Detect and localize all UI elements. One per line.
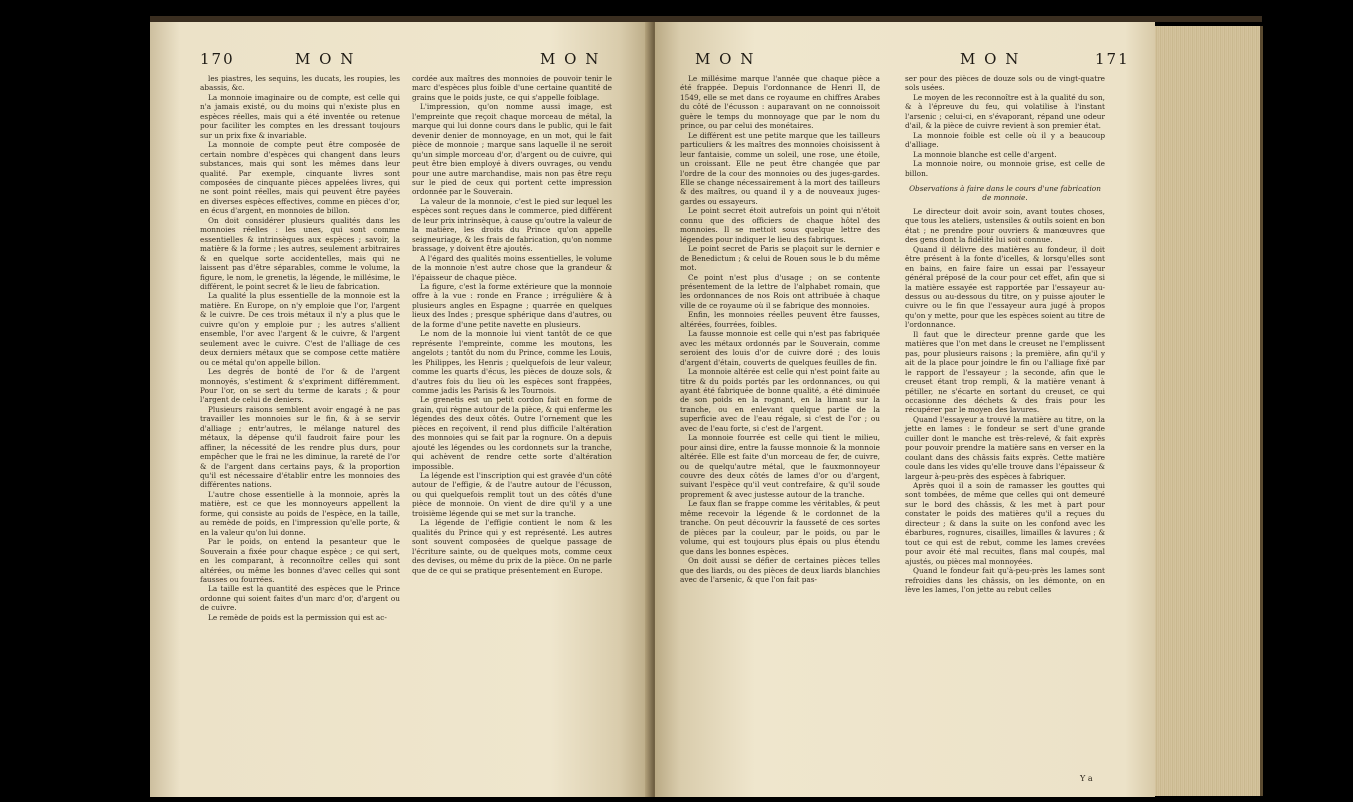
paragraph: Plusieurs raisons semblent avoir engagé à ne pas travailler les monnoies sur le fin, & à se servir d'alliage ; entr'autres, le mélange naturel des métaux, la dépense qu'il faudroit faire pour les affiner, la nécessité de les rendre plus durs, pour empêcher que le frai ne les diminue, la rareté de l'or & de l'argent dans certains pays, & la proportion qu'il est nécessaire d'établir entre les monnoies des différentes nations. xyxy=(200,404,400,490)
paragraph: La monnoie fourrée est celle qui tient le milieu, pour ainsi dire, entre la fausse monnoie & la monnoie altérée. Elle est faite d'un morceau de fer, de cuivre, ou de quelqu'autre métal, que le fauxmonnoyeur couvre des deux côtés de lames d'or ou d'argent, suivant l'espèce qu'il veut contrefaire, & qu'il soude proprement & avec justesse autour de la tranche. xyxy=(680,433,880,499)
paragraph: ser pour des pièces de douze sols ou de vingt-quatre sols usées. xyxy=(905,74,1105,93)
paragraph: Les degrés de bonté de l'or & de l'argent monnoyés, s'estiment & s'expriment différemment. Pour l'or, on se sert du terme de karats ; & pour l'argent de celui de deniers. xyxy=(200,367,400,405)
paragraph: La monnoie altérée est celle qui n'est point faite au titre & du poids portés par les ordonnances, ou qui ayant été fabriquée de bonne qualité, a été diminuée de son poids en la rognant, en la limant sur la tranche, ou en enlevant quelque partie de la superficie avec de l'eau régale, si c'est de l'or ; ou avec de l'eau forte, si c'est de l'argent. xyxy=(680,367,880,433)
paragraph: Le faux flan se frappe comme les véritables, & peut même recevoir la légende & le cordonnet de la tranche. On peut découvrir la fausseté de ces sortes de pièces par la couleur, par le poids, ou par le volume, qui est toujours plus épais ou plus étendu que dans les bonnes espèces. xyxy=(680,499,880,556)
running-head-left-a: M O N xyxy=(295,50,356,68)
paragraph: Il faut que le directeur prenne garde que les matières que l'on met dans le creuset ne l'emplissent pas, pour plusieurs raisons ; la première, afin qu'il y ait de la place pour joindre le fin ou l'alliage fixé par le rapport de l'essayeur ; la seconde, afin que le creuset étant trop rempli, & la matière venant à pétiller, ne s'écarte en sortant du creuset, ce qui occasionne des déchets & des frais pour les récupérer par le moyen des lavures. xyxy=(905,329,1105,415)
left-column-2 xyxy=(412,74,612,575)
right-page xyxy=(655,22,1155,797)
paragraph: La qualité la plus essentielle de la monnoie est la matière. En Europe, on n'y emploie que l'or, l'argent & le cuivre. De ces trois métaux il n'y a plus que le cuivre qu'on y emploie pur ; les autres s'allient ensemble, l'or avec l'argent & le cuivre, & l'argent seulement avec le cuivre. C'est de l'alliage de ces deux derniers métaux que se compose cette matière ou ce métal qu'on appelle billon. xyxy=(200,291,400,367)
paragraph: cordée aux maîtres des monnoies de pouvoir tenir le marc d'espèces plus foible d'une certaine quantité de grains que le poids juste, ce qui s'appelle foiblage. xyxy=(412,74,612,102)
paragraph: La monnoie blanche est celle d'argent. xyxy=(913,149,1057,159)
paragraph: Le nom de la monnoie lui vient tantôt de ce que représente l'empreinte, comme les moutons, les angelots ; tantôt du nom du Prince, comme les Louis, les Philippes, les Henris ; quelquefois de leur valeur, comme les quarts d'écus, les pièces de douze sols, & d'autres fois du lieu où les espèces sont frappées, comme jadis les Parisis & les Tournois. xyxy=(412,329,612,395)
paragraph: La monnoie imaginaire ou de compte, est celle qui n'a jamais existé, ou du moins qui n'existe plus en espèces réelles, mais qui a été inventée ou retenue pour faciliter les comptes en les dressant toujours sur un prix fixe & invariable. xyxy=(200,92,400,140)
paragraph: Le moyen de les reconnoître est à la qualité du son, & à l'épreuve du feu, qui volatilise à l'instant l'arsenic ; celui-ci, en s'évaporant, répand une odeur d'ail, & la pièce de cuivre revient à son premier état. xyxy=(905,92,1105,131)
paragraph: Ce point n'est plus d'usage ; on se contente présentement de la lettre de l'alphabet romain, que les ordonnances de nos Rois ont attribuée à chaque ville de ce royaume où il se fabrique des monnoies. xyxy=(680,272,880,310)
paragraph: L'impression, qu'on nomme aussi image, est l'empreinte que reçoit chaque morceau de métal, la marque qui lui donne cours dans le public, qui le fait devenir denier de monnoyage, en un mot, qui le fait pièce de monnoie ; marque sans laquelle il ne seroit qu'un simple morceau d'or, d'argent ou de cuivre, qui peut être bien employé à divers ouvrages, ou vendu pour une autre marchandise, mais non pas être reçu sur le pied de ceux qui portent cette impression ordonnée par le Souverain. xyxy=(412,102,612,197)
page-edges xyxy=(1155,26,1263,796)
paragraph: les piastres, les sequins, les ducats, les roupies, les abassis, &c. xyxy=(200,74,400,93)
paragraph: La fausse monnoie est celle qui n'est pas fabriquée avec les métaux ordonnés par le Souverain, comme seroient des louis d'or de cuivre doré ; des louis d'argent d'étain, couverts de quelques feuilles de fin. xyxy=(680,329,880,367)
running-head-right-a: M O N xyxy=(695,50,756,68)
paragraph: Quand il délivre des matières au fondeur, il doit être présent à la fonte d'icelles, & lorsqu'elles sont en bains, en faire faire un essai par l'essayeur général préposé de la cour pour cet effet, afin que si la matière essayée est rapportée par l'essayeur au-dessus ou au-dessous du titre, on y puisse ajouter le cuivre ou le fin que l'essayeur aura jugé à propos qu'on y mette, pour que les espèces soient au titre de l'ordonnance. xyxy=(905,244,1105,330)
paragraph: On doit aussi se défier de certaines pièces telles que des liards, ou des pièces de deux liards blanchies avec de l'arsenic, & que l'on fait pas- xyxy=(680,556,880,585)
paragraph: Le millésime marque l'année que chaque pièce a été frappée. Depuis l'ordonnance de Henri II, de 1549, elle se met dans ce royaume en chiffres Arabes du côté de l'écusson : auparavant on ne connoissoit guère le temps du monnoyage que par le nom du prince, ou par celui des monétaires. xyxy=(680,74,880,131)
paragraph: Le point secret de Paris se plaçoit sur le dernier e de Benedictum ; & celui de Rouen sous le b du même mot. xyxy=(680,244,880,273)
section-heading: Observations à faire dans le cours d'une fabrication de monnoie. xyxy=(909,183,1101,203)
paragraph: La monnoie foible est celle où il y a beaucoup d'alliage. xyxy=(905,130,1105,150)
paragraph: Par le poids, on entend la pesanteur que le Souverain a fixée pour chaque espèce ; ce qui sert, en les comparant, à reconnoître celles qui sont altérées, ou même les bonnes d'avec celles qui sont fausses ou fourrées. xyxy=(200,537,400,585)
paragraph: La figure, c'est la forme extérieure que la monnoie offre à la vue : ronde en France ; irrégulière & à plusieurs angles en Espagne ; quarrée en quelques lieux des Indes ; presque sphérique dans d'autres, ou de la forme d'une petite navette en plusieurs. xyxy=(412,281,612,329)
paragraph: Après quoi il a soin de ramasser les gouttes qui sont tombées, de même que celles qui ont demeuré sur le bord des châssis, & les met à part pour constater le poids des matières qu'il a reçues du directeur ; & dans la suite on les confond avec les ébarbures, rognures, cisailles, limailles & lavures ; & tout ce qui est de rebut, comme les lames crevées pour avoir été mal recuites, flans mal coupés, mal ajustés, ou pièces mal monnoyées. xyxy=(905,481,1105,566)
paragraph: La légende de l'effigie contient le nom & les qualités du Prince qui y est représenté. Les autres sont souvent composées de quelque passage de l'écriture sainte, ou de quelques mots, comme ceux des devises, ou même du prix de la pièce. On ne parle que de ce qui se pratique présentement en Europe. xyxy=(412,518,612,575)
paragraph: Quand l'essayeur a trouvé la matière au titre, on la jette en lames : le fondeur se sert d'une grande cuiller dont le manche est très-relevé, & fait exprès pour pouvoir prendre la matière sans en verser en la coulant dans des châssis faits exprès. Cette matière coule dans les vides qu'elle trouve dans l'épaisseur & largeur à-peu-près des espèces à fabriquer. xyxy=(905,414,1105,481)
paragraph: Le grenetis est un petit cordon fait en forme de grain, qui règne autour de la pièce, & qui enferme les légendes des deux côtés. Outre l'ornement que les pièces en reçoivent, il rend plus difficile l'altération des monnoies qui se fait par la rognure. On a depuis ajouté les légendes ou les cordonnets sur la tranche, qui achèvent de rendre cette sorte d'altération impossible. xyxy=(412,395,612,471)
paragraph: La légende est l'inscription qui est gravée d'un côté autour de l'effigie, & de l'autre autour de l'écusson, ou qui quelquefois remplit tout un des côtés d'une pièce de monnoie. On vient de dire qu'il y a une troisième légende qui se met sur la tranche. xyxy=(412,471,612,518)
running-head-left-b: M O N xyxy=(540,50,601,68)
paragraph: Quand le fondeur fait qu'à-peu-près les lames sont refroidies dans les châssis, on les démonte, on en lève les lames, l'on jette au rebut celles xyxy=(905,566,1105,595)
catchword: Y a xyxy=(1080,774,1093,783)
left-page xyxy=(150,22,650,797)
page-number-right: 171 xyxy=(1095,50,1130,68)
left-column-1 xyxy=(200,74,400,622)
paragraph: Le différent est une petite marque que les tailleurs particuliers & les maîtres des monnoies choisissent à leur fantaisie, comme un soleil, une rose, une étoile, un croissant. Elle ne peut être changée que par l'ordre de la cour des monnoies ou des juges-gardes. Elle se change nécessairement à la mort des tailleurs & des maîtres, ou quand il y a de nouveaux juges-gardes ou essayeurs. xyxy=(680,130,880,206)
running-head-right-b: M O N xyxy=(960,50,1021,68)
paragraph: L'autre chose essentielle à la monnoie, après la matière, est ce que les monnoyeurs appellent la forme, qui consiste au poids de l'espèce, en la taille, au remède de poids, en l'impression qu'elle porte, & en la valeur qu'on lui donne. xyxy=(200,489,400,537)
paragraph: La monnoie noire, ou monnoie grise, est celle de billon. xyxy=(905,159,1105,178)
paragraph: La taille est la quantité des espèces que le Prince ordonne qui soient faites d'un marc d'or, d'argent ou de cuivre. xyxy=(200,584,400,613)
page-number-left: 170 xyxy=(200,50,235,68)
paragraph: A l'égard des qualités moins essentielles, le volume de la monnoie n'est autre chose que la grandeur & l'épaisseur de chaque pièce. xyxy=(412,253,612,282)
paragraph: La monnoie de compte peut être composée de certain nombre d'espèces qui changent dans leurs substances, mais qui sont les mêmes dans leur qualité. Par exemple, cinquante livres sont composées de cinquante pièces appelées livres, qui ne sont point réelles, mais qui peuvent être payées en diverses espèces effectives, comme en pièces d'or, en écus d'argent, en monnoies de billon. xyxy=(200,140,400,216)
paragraph: Le point secret étoit autrefois un point qui n'étoit connu que des officiers de chaque hôtel des monnoies. Il se mettoit sous quelque lettre des légendes pour indiquer le lieu des fabriques. xyxy=(680,206,880,244)
open-book xyxy=(150,22,1260,797)
paragraph: Le directeur doit avoir soin, avant toutes choses, que tous les ateliers, ustensiles & outils soient en bon état ; ne prendre pour ouvriers & manœuvres que des gens dont la fidélité lui soit connue. xyxy=(905,206,1105,245)
paragraph: On doit considérer plusieurs qualités dans les monnoies réelles : les unes, qui sont comme essentielles & intrinsèques aux espèces ; savoir, la matière & la forme ; les autres, seulement arbitraires & en quelque sorte accidentelles, mais qui ne laissent pas d'être séparables, comme le volume, la figure, le nom, le grenetis, la légende, le millésime, le différent, le point secret & le lieu de fabrication. xyxy=(200,215,400,291)
right-column-2 xyxy=(905,74,1105,594)
paragraph: Enfin, les monnoies réelles peuvent être fausses, altérées, fourrées, foibles. xyxy=(680,310,880,329)
paragraph: Le remède de poids est la permission qui est ac- xyxy=(208,612,387,622)
paragraph: La valeur de la monnoie, c'est le pied sur lequel les espèces sont reçues dans le commerce, pied différent de leur prix intrinsèque, à cause qu'outre la valeur de la matière, les droits du Prince qu'on appelle seigneuriage, & les frais de fabrication, qu'on nomme brassage, y doivent être ajoutés. xyxy=(412,196,612,254)
right-column-1 xyxy=(680,74,880,584)
